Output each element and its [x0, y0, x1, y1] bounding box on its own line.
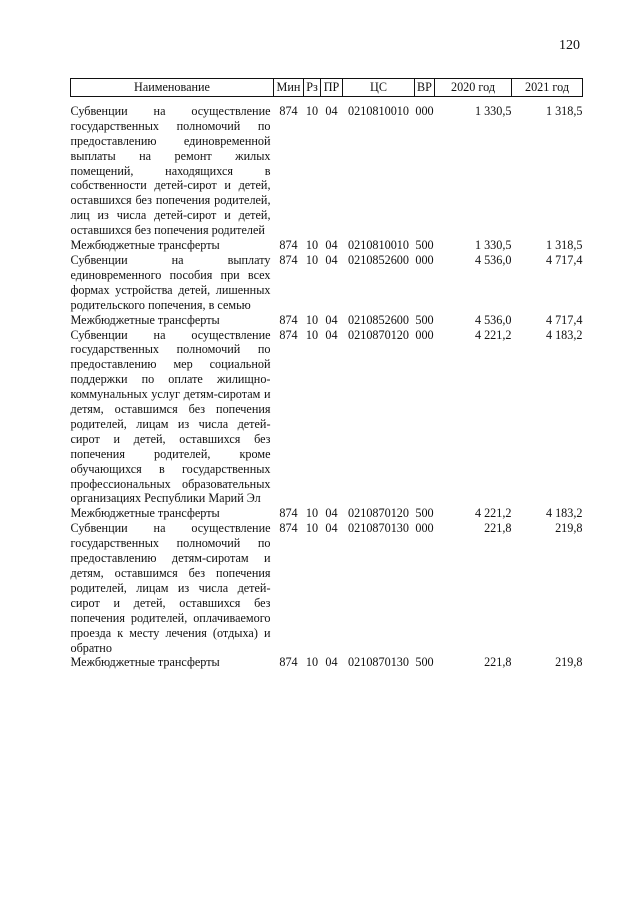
- header-pr: ПР: [321, 79, 343, 97]
- row-pr: 04: [325, 327, 338, 342]
- row-2021: 219,8: [555, 521, 583, 536]
- row-rz: 10: [305, 506, 319, 521]
- row-name: Межбюджетные трансферты: [70, 655, 220, 670]
- table-row: [71, 521, 583, 655]
- row-pr: 04: [325, 103, 338, 118]
- row-rz: 10: [305, 312, 319, 327]
- row-min: 874: [279, 655, 298, 670]
- row-cs: 0210810010: [348, 238, 409, 253]
- row-name: Субвенции на выплату единовременного пособия при всех формах устройства детей, лишенных родительского попечения, в семью: [70, 252, 271, 312]
- row-pr: 04: [325, 655, 338, 670]
- row-vr: 500: [415, 238, 434, 253]
- row-min: 874: [279, 312, 298, 327]
- row-pr: 04: [325, 312, 338, 327]
- row-2020: 4 536,0: [474, 252, 512, 267]
- row-2020: 4 536,0: [474, 312, 512, 327]
- row-pr: 04: [325, 252, 338, 267]
- table-body: [71, 96, 583, 670]
- row-2020: 4 221,2: [474, 327, 512, 342]
- row-rz: 10: [305, 238, 319, 253]
- row-cs: 0210852600: [348, 252, 409, 267]
- row-vr: 500: [415, 655, 434, 670]
- header-cs: ЦС: [343, 79, 415, 97]
- row-rz: 10: [305, 655, 319, 670]
- row-cs: 0210870130: [348, 655, 409, 670]
- row-min: 874: [279, 238, 298, 253]
- row-2021: 1 318,5: [545, 103, 583, 118]
- row-2021: 4 717,4: [545, 312, 583, 327]
- row-name: Субвенции на осуществление государственных полномочий по предоставлению единовременной выплаты на ремонт жилых помещений, находящихся в собственности детей-сирот и детей, оставшихся без попечения родителей, лиц из числа детей-сирот и детей, оставшихся без попечения родителей: [70, 103, 271, 238]
- row-vr: 000: [415, 103, 434, 118]
- budget-table: [70, 78, 583, 670]
- row-rz: 10: [305, 252, 319, 267]
- row-cs: 0210870120: [348, 327, 409, 342]
- table-row: [71, 328, 583, 507]
- table-row: [71, 506, 583, 521]
- table-row: [71, 96, 583, 238]
- row-vr: 500: [415, 312, 434, 327]
- row-name: Межбюджетные трансферты: [70, 312, 220, 327]
- row-cs: 0210870130: [348, 521, 409, 536]
- row-2021: 219,8: [555, 655, 583, 670]
- row-vr: 000: [415, 521, 434, 536]
- row-name: Субвенции на осуществление государственных полномочий по предоставлению детям-сиротам и детям, оставшимся без попечения родителей, лицам из числа детей-сирот и детей, оставшихся без попечения родителей, оплачиваемого проезда к месту лечения (отдыха) и обратно: [70, 521, 271, 655]
- row-min: 874: [279, 252, 298, 267]
- row-vr: 000: [415, 252, 434, 267]
- row-vr: 000: [415, 327, 434, 342]
- header-vr: ВР: [415, 79, 435, 97]
- row-pr: 04: [325, 521, 338, 536]
- row-2021: 4 717,4: [545, 252, 583, 267]
- row-2020: 4 221,2: [474, 506, 512, 521]
- row-cs: 0210852600: [348, 312, 409, 327]
- row-name: Межбюджетные трансферты: [70, 238, 220, 253]
- row-pr: 04: [325, 506, 338, 521]
- row-vr: 500: [415, 506, 434, 521]
- table-row: [71, 313, 583, 328]
- row-2021: 1 318,5: [545, 238, 583, 253]
- header-name: Наименование: [71, 79, 274, 97]
- table-row: [71, 253, 583, 313]
- row-2020: 1 330,5: [474, 103, 512, 118]
- row-rz: 10: [305, 521, 319, 536]
- row-cs: 0210810010: [348, 103, 409, 118]
- table-row: [71, 238, 583, 253]
- row-rz: 10: [305, 327, 319, 342]
- row-name: Межбюджетные трансферты: [70, 506, 220, 521]
- row-cs: 0210870120: [348, 506, 409, 521]
- row-min: 874: [279, 327, 298, 342]
- row-2020: 221,8: [484, 655, 512, 670]
- row-2021: 4 183,2: [545, 327, 583, 342]
- row-2021: 4 183,2: [545, 506, 583, 521]
- row-min: 874: [279, 506, 298, 521]
- table-header: [71, 79, 583, 97]
- header-2020: 2020 год: [435, 79, 512, 97]
- header-min: Мин: [274, 79, 304, 97]
- table-row: [71, 655, 583, 670]
- row-2020: 1 330,5: [474, 238, 512, 253]
- row-name: Субвенции на осуществление государственных полномочий по предоставлению мер социальной поддержки по оплате жилищно-коммунальных услуг детям-сиротам и детям, оставшимся без попечения родителей, лицам из числа детей-сирот и детей, оставшихся без попечения родителей, кроме обучающихся в государственных профессиональных образовательных организациях Республики Марий Эл: [70, 327, 271, 506]
- row-2020: 221,8: [484, 521, 512, 536]
- header-rz: Рз: [304, 79, 321, 97]
- header-2021: 2021 год: [512, 79, 583, 97]
- row-min: 874: [279, 521, 298, 536]
- row-rz: 10: [305, 103, 319, 118]
- row-pr: 04: [325, 238, 338, 253]
- row-min: 874: [279, 103, 298, 118]
- page-number: 120: [559, 38, 580, 53]
